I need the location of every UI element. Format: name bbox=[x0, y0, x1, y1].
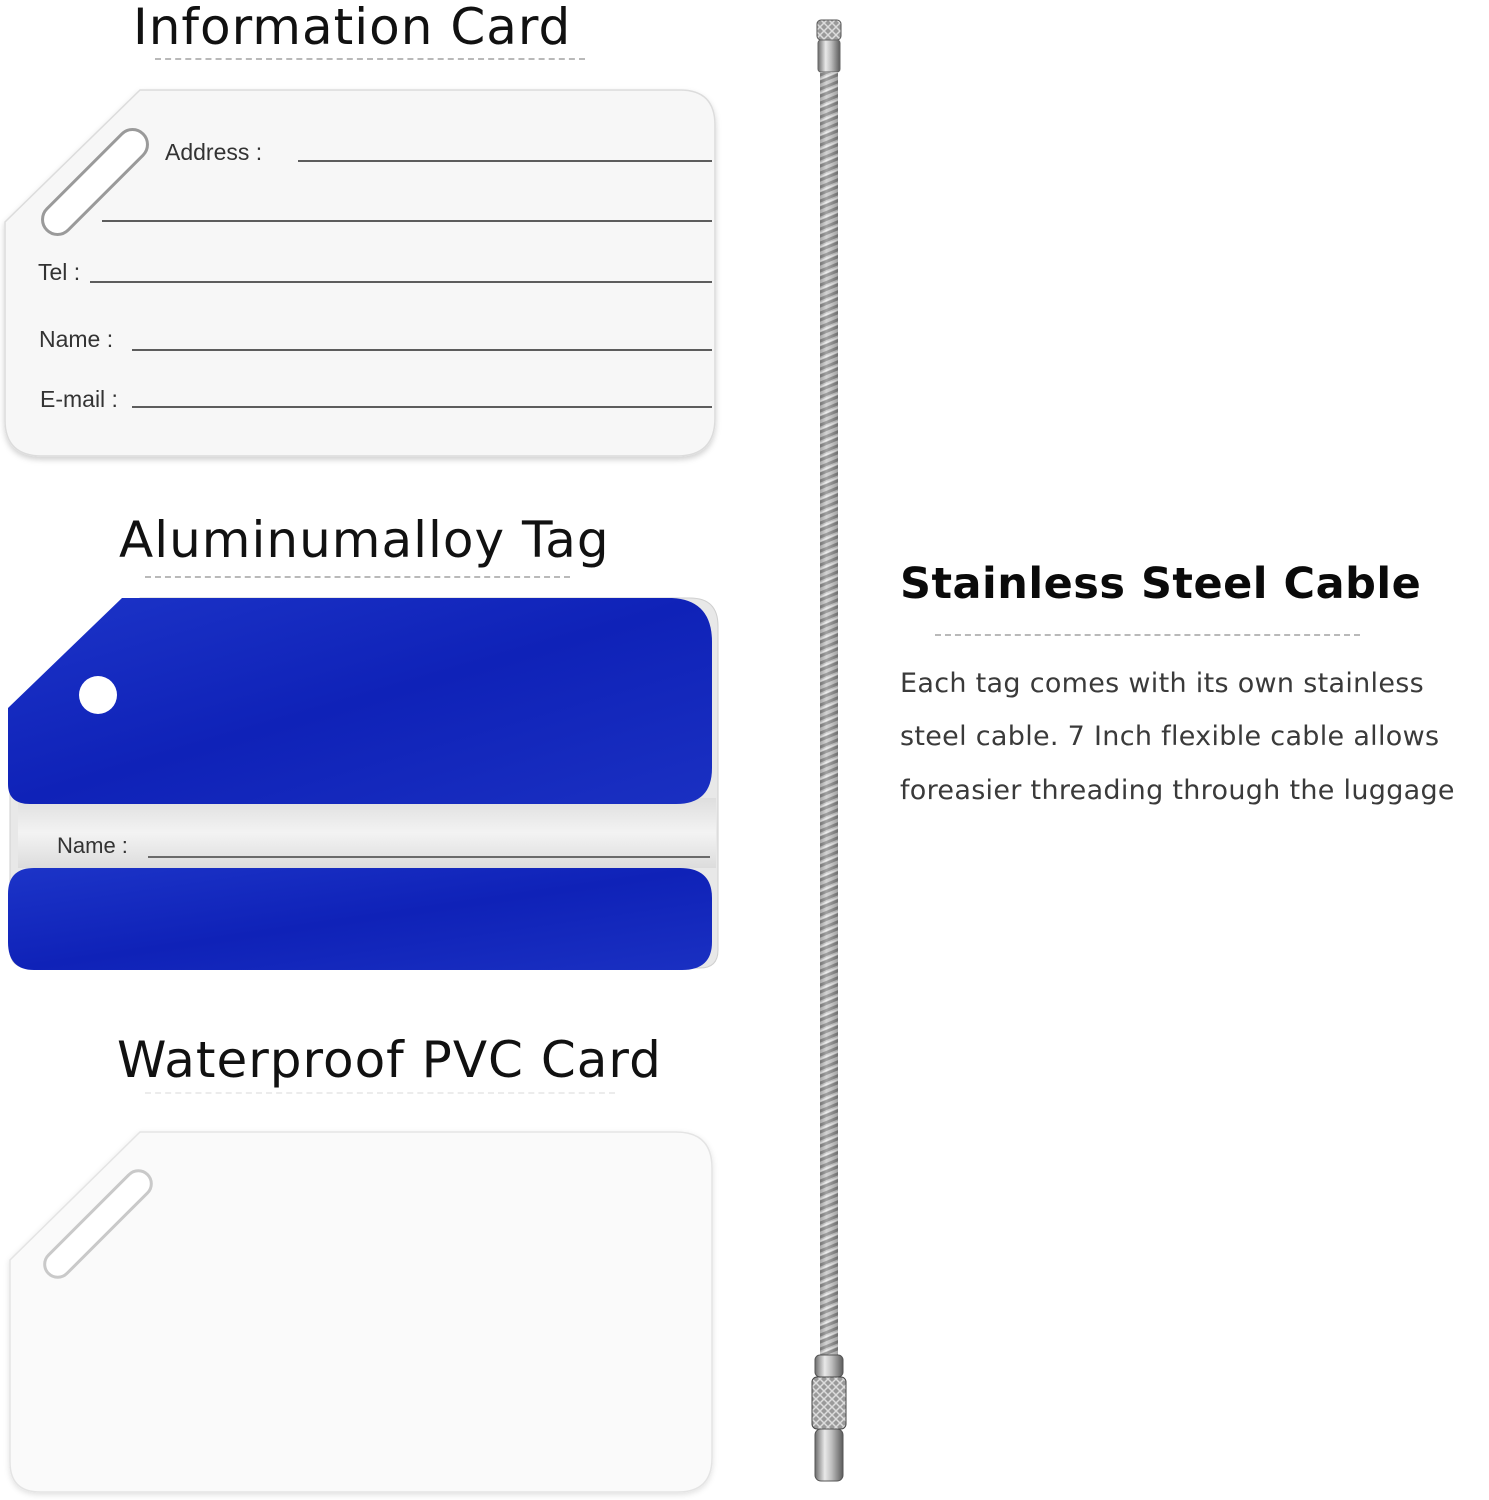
cable-description-line: foreasier threading through the luggage bbox=[900, 775, 1455, 806]
name-line bbox=[132, 349, 712, 351]
aluminum-tag-heading: Aluminumalloy Tag bbox=[119, 511, 610, 569]
email-label: E-mail : bbox=[40, 386, 118, 412]
aluminum-tag-shape bbox=[0, 590, 730, 980]
address-label: Address : bbox=[165, 139, 263, 165]
cable-title: Stainless Steel Cable bbox=[900, 559, 1422, 609]
aluminum-tag-name-label: Name : bbox=[57, 833, 128, 858]
information-card-heading: Information Card bbox=[133, 0, 572, 56]
aluminum-tag-name-line bbox=[148, 856, 710, 858]
cable-description-line: steel cable. 7 Inch flexible cable allows bbox=[900, 721, 1440, 752]
aluminum-tag-divider bbox=[145, 576, 570, 578]
steel-cable-illustration bbox=[800, 15, 860, 1495]
pvc-card-heading: Waterproof PVC Card bbox=[117, 1031, 662, 1089]
tel-label: Tel : bbox=[38, 259, 81, 285]
address-line-2 bbox=[102, 220, 712, 222]
name-label: Name : bbox=[39, 326, 114, 352]
cable-description-line: Each tag comes with its own stainless bbox=[900, 668, 1424, 699]
tel-line bbox=[90, 281, 712, 283]
pvc-card-divider bbox=[145, 1092, 615, 1094]
pvc-card bbox=[0, 1120, 720, 1500]
email-line bbox=[132, 406, 712, 408]
cable-title-divider bbox=[935, 634, 1360, 636]
address-line-1 bbox=[298, 160, 712, 162]
